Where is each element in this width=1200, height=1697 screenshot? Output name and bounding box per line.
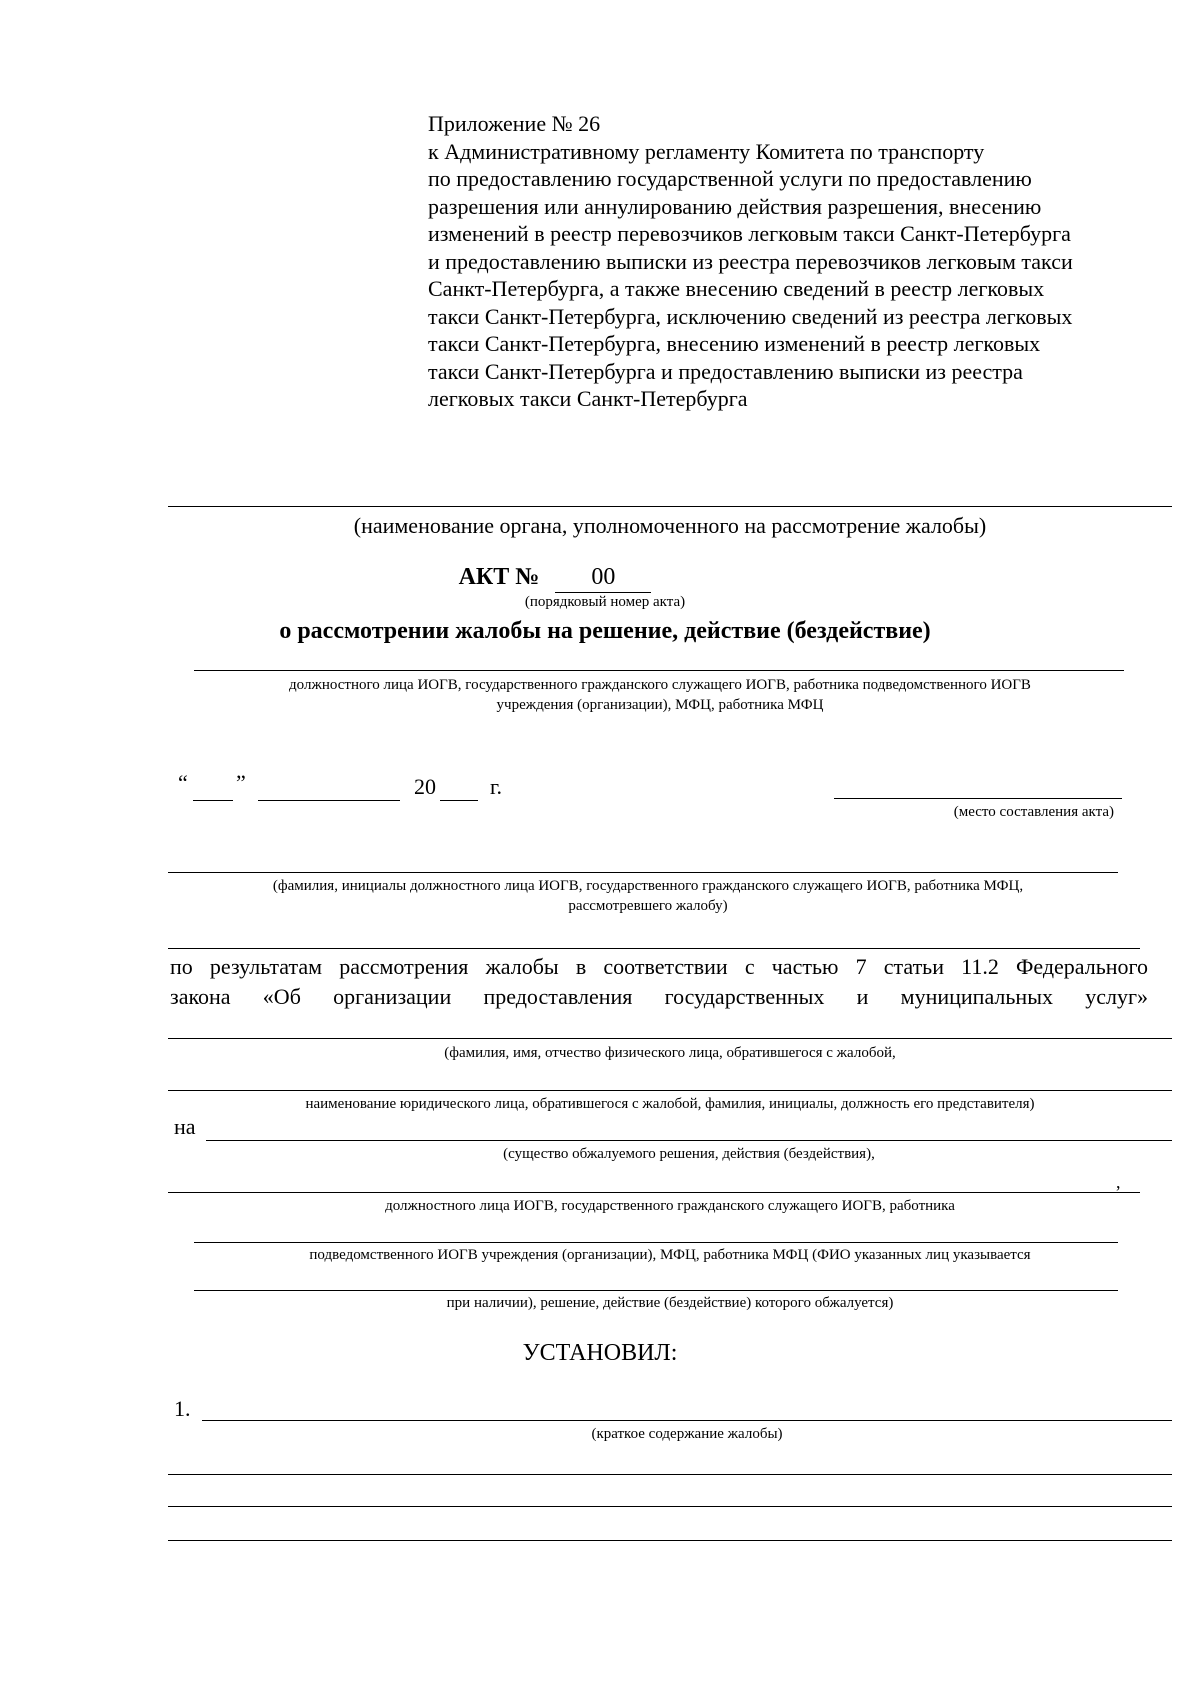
item1-line[interactable]	[202, 1420, 1172, 1421]
date-open-quote: “	[178, 770, 188, 795]
place-caption: (место составления акта)	[953, 804, 1114, 820]
results-text-line2: закона «Об организации предоставления государственных и муниципальных услуг»	[170, 984, 1148, 1009]
act-subject: о рассмотрении жалобы на решение, действие (бездействие)	[279, 618, 931, 644]
results-text-line1: по результатам рассмотрения жалобы в соответствии с частью 7 статьи 11.2 Федерального	[170, 954, 1148, 979]
established-heading: УСТАНОВИЛ:	[522, 1340, 678, 1366]
subject-caption-line2: подведомственного ИОГВ учреждения (организации), МФЦ, работника МФЦ (ФИО указанных лиц указывается	[309, 1247, 1031, 1263]
applicant-caption-line1: (фамилия, имя, отчество физического лица, обратившегося с жалобой,	[444, 1045, 896, 1061]
date-close-quote: ”	[236, 770, 246, 795]
place-line[interactable]	[834, 798, 1122, 799]
content-line-2[interactable]	[168, 1506, 1172, 1507]
subject-caption-line1: должностного лица ИОГВ, государственного гражданского служащего ИОГВ, работника	[385, 1198, 955, 1214]
act-title	[0, 562, 1200, 593]
essence-line-2[interactable]	[168, 1192, 1140, 1193]
item1-caption: (краткое содержание жалобы)	[591, 1426, 783, 1442]
official-caption-line2: учреждения (организации), МФЦ, работника МФЦ	[496, 697, 824, 713]
item1-number: 1.	[174, 1396, 191, 1421]
reviewer-line[interactable]	[168, 872, 1118, 873]
appendix-line: и предоставлению выписки из реестра перевозчиков легковым такси	[428, 248, 1073, 274]
appendix-line: к Административному регламенту Комитета по транспорту	[428, 138, 985, 164]
appendix-line: Санкт-Петербурга, а также внесению сведений в реестр легковых	[428, 276, 1045, 301]
subject-line-2[interactable]	[194, 1290, 1118, 1291]
organ-line[interactable]	[168, 506, 1172, 507]
official-caption-line1: должностного лица ИОГВ, государственного гражданского служащего ИОГВ, работника подведомственного ИОГВ	[289, 677, 1031, 693]
essence-caption: (существо обжалуемого решения, действия (бездействия),	[503, 1146, 875, 1162]
act-label: АКТ №	[458, 564, 540, 590]
comma: ,	[1116, 1172, 1121, 1192]
applicant-line-2[interactable]	[168, 1090, 1172, 1091]
applicant-caption-line2: наименование юридического лица, обратившегося с жалобой, фамилия, инициалы, должность его представителя)	[305, 1096, 1035, 1112]
subject-line-1[interactable]	[194, 1242, 1118, 1243]
reviewer-caption-line1: (фамилия, инициалы должностного лица ИОГВ, государственного гражданского служащего ИОГВ, работника МФЦ,	[272, 878, 1024, 894]
appendix-line: Приложение № 26	[428, 111, 601, 136]
appendix-line: по предоставлению государственной услуги по предоставлению	[428, 166, 1032, 191]
appendix-line: разрешения или аннулированию действия разрешения, внесению	[428, 193, 1042, 219]
date-month-field[interactable]	[258, 800, 400, 801]
act-number-caption: (порядковый номер акта)	[524, 594, 686, 610]
content-line-1[interactable]	[168, 1474, 1172, 1475]
appendix-line: такси Санкт-Петербурга, исключению сведений из реестра легковых	[428, 303, 1073, 329]
act-number[interactable]: 00	[555, 562, 651, 593]
applicant-line-1[interactable]	[168, 1038, 1172, 1039]
date-year-suffix: г.	[490, 774, 503, 799]
subject-caption-line3: при наличии), решение, действие (бездействие) которого обжалуется)	[446, 1295, 894, 1311]
date-year-field[interactable]	[440, 800, 478, 801]
reviewer-caption-line2: рассмотревшего жалобу)	[568, 898, 728, 914]
results-text	[170, 952, 1148, 1012]
date-day-field[interactable]	[193, 800, 233, 801]
essence-line[interactable]	[206, 1140, 1172, 1141]
on-label: на	[174, 1114, 196, 1139]
reviewer-line-2[interactable]	[168, 948, 1140, 949]
content-line-3[interactable]	[168, 1540, 1172, 1541]
organ-caption: (наименование органа, уполномоченного на рассмотрение жалобы)	[353, 513, 987, 538]
appendix-line: такси Санкт-Петербурга, внесению изменений в реестр легковых	[428, 331, 1041, 356]
appendix-line: легковых такси Санкт-Петербурга	[428, 386, 748, 411]
official-line[interactable]	[194, 670, 1124, 671]
date-year-prefix: 20	[414, 774, 436, 799]
appendix-line: изменений в реестр перевозчиков легковым такси Санкт-Петербурга	[428, 221, 1071, 246]
appendix-line: такси Санкт-Петербурга и предоставлению выписки из реестра	[428, 358, 1023, 384]
appendix-header	[428, 110, 1148, 413]
